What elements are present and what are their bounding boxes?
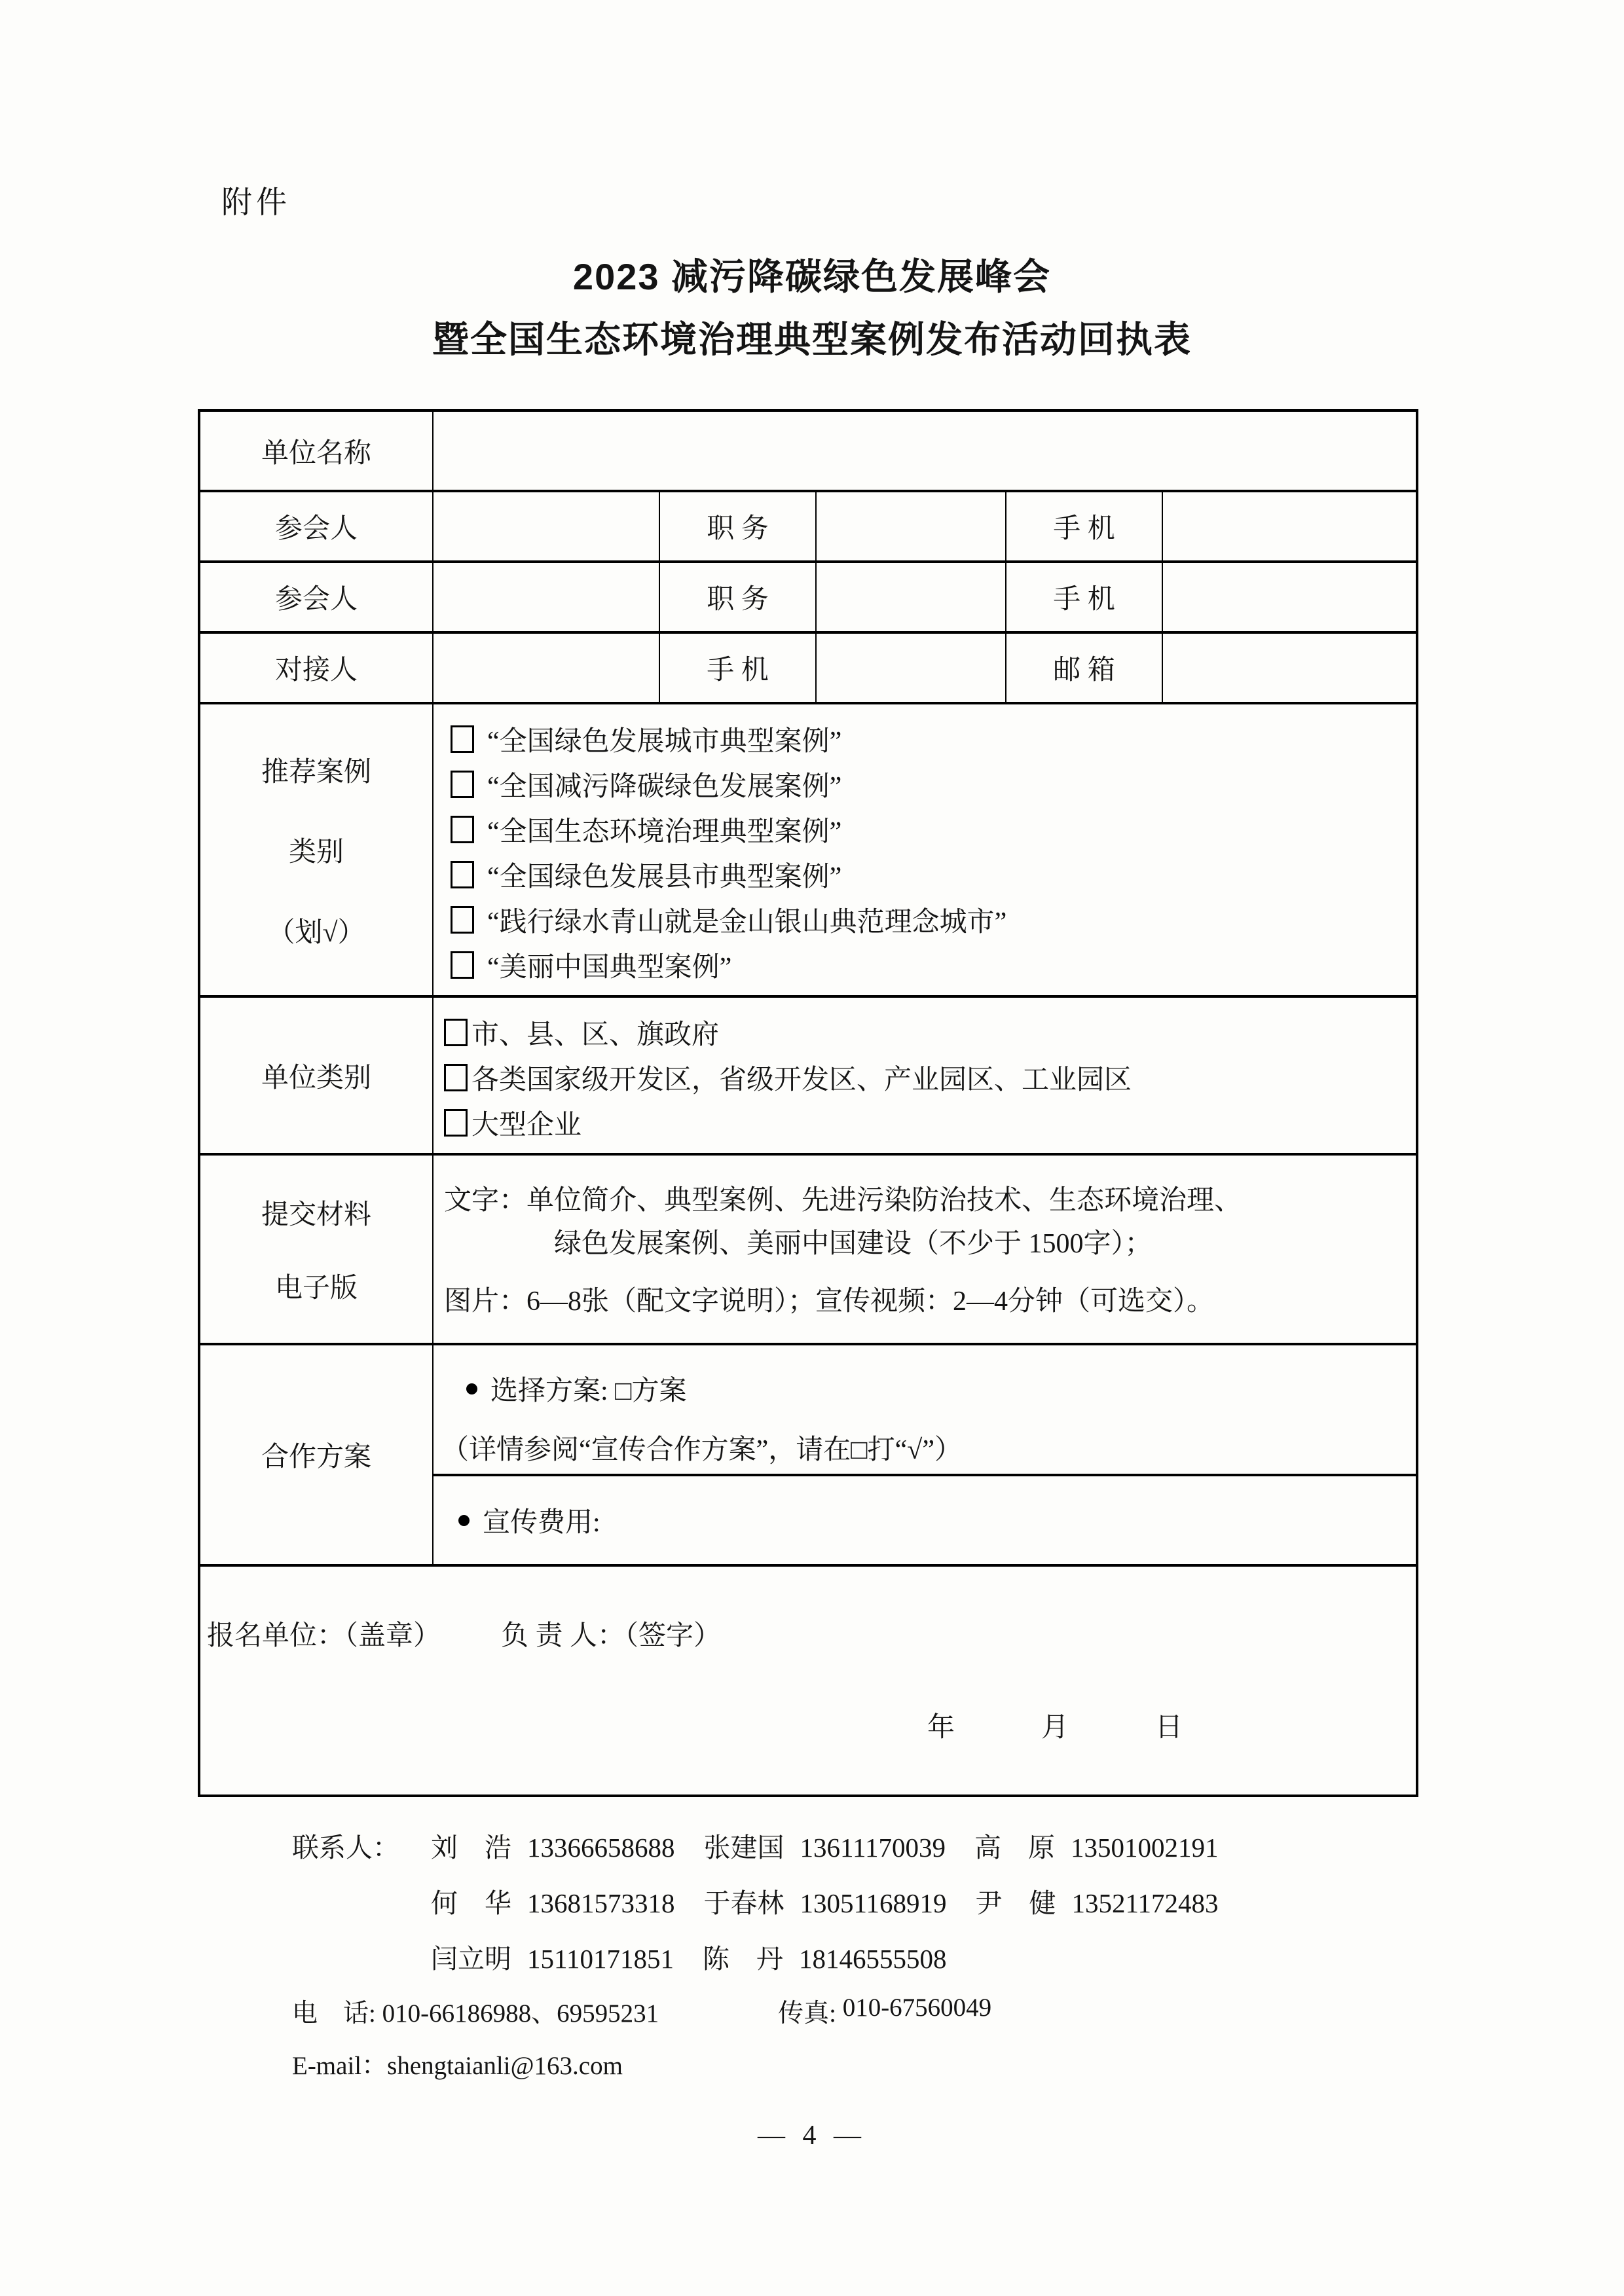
attendee2-duty-label: 职 务 xyxy=(659,562,816,632)
cooperation-choose-cell xyxy=(433,1344,1417,1475)
recommend-label-line1: 推荐案例 xyxy=(261,757,371,788)
contact-block xyxy=(292,1826,1624,2082)
date-year-label: 年 xyxy=(927,1713,955,1743)
materials-text-line1: 文字：单位简介、典型案例、先进污染防治技术、生态环境治理、 xyxy=(444,1186,1242,1216)
contact-name: 于春林 xyxy=(703,1888,784,1918)
contact-entry xyxy=(704,1826,946,1865)
checkbox-icon xyxy=(444,1109,468,1137)
liaison-name-input-cell xyxy=(433,632,659,703)
date-month-label: 月 xyxy=(1041,1713,1069,1743)
phone-value: 010-66186988、69595231 xyxy=(382,1999,659,2028)
attachment-label: 附件 xyxy=(221,186,291,220)
unit-type-option-label: 大型企业 xyxy=(471,1110,582,1140)
table-row xyxy=(199,562,1417,632)
email-value: shengtaianli@163.com xyxy=(387,2052,623,2080)
materials-label-cell xyxy=(199,1154,433,1344)
liaison-mobile-label: 手 机 xyxy=(659,632,816,703)
liaison-label: 对接人 xyxy=(199,632,433,703)
contact-row-2 xyxy=(292,1882,1624,1920)
email-label: E-mail： xyxy=(292,2052,388,2080)
materials-label-line1: 提交材料 xyxy=(261,1199,371,1230)
unit-type-option-label: 各类国家级开发区，省级开发区、产业园区、工业园区 xyxy=(471,1065,1132,1095)
bullet-icon xyxy=(466,1383,477,1394)
attendee1-duty-label: 职 务 xyxy=(659,491,816,562)
recommend-option xyxy=(451,807,1409,852)
phone-label: 电 话: xyxy=(292,1999,376,2028)
registration-form-table xyxy=(198,409,1418,1797)
document-title xyxy=(0,246,1624,371)
cooperation-choose-text: 选择方案: □方案 xyxy=(490,1376,687,1406)
recommend-label-line2: 类别 xyxy=(288,837,344,867)
materials-media-line: 图片：6—8张（配文字说明）；宣传视频：2—4分钟（可选交）。 xyxy=(444,1286,1215,1317)
recommend-label-line3: （划√） xyxy=(267,917,365,948)
signature-unit-label: 报名单位：（盖章） xyxy=(207,1621,441,1651)
contact-phone: 15110171851 xyxy=(527,1944,674,1974)
unit-type-option xyxy=(444,1100,1409,1145)
checkbox-icon xyxy=(451,861,474,888)
signature-cell xyxy=(199,1565,1417,1796)
contact-phone: 18146555508 xyxy=(798,1944,947,1974)
cooperation-fee-cell xyxy=(433,1475,1417,1565)
contact-entry xyxy=(974,1826,1219,1865)
checkbox-icon xyxy=(451,771,474,798)
recommend-option-label: “美丽中国典型案例” xyxy=(487,952,732,983)
cooperation-fee-text: 宣传费用: xyxy=(483,1508,600,1538)
liaison-mobile-input-cell xyxy=(816,632,1006,703)
unit-name-label: 单位名称 xyxy=(199,410,433,491)
cooperation-label: 合作方案 xyxy=(199,1344,433,1565)
date-day-label: 日 xyxy=(1155,1713,1183,1743)
checkbox-icon xyxy=(451,816,474,843)
recommend-option xyxy=(451,897,1409,942)
unit-name-input-cell xyxy=(433,410,1417,491)
signature-date-line xyxy=(927,1705,1416,1745)
unit-type-label: 单位类别 xyxy=(199,996,433,1154)
recommend-option-label: “践行绿水青山就是金山银山典范理念城市” xyxy=(487,907,1007,938)
contact-phone: 13681573318 xyxy=(527,1888,675,1918)
contact-entry xyxy=(975,1882,1218,1920)
contact-phone: 13366658688 xyxy=(527,1832,675,1863)
recommend-option-label: “全国生态环境治理典型案例” xyxy=(487,816,842,847)
recommend-option xyxy=(451,942,1409,987)
contact-entry xyxy=(704,1882,947,1920)
attendee2-duty-input-cell xyxy=(816,562,1006,632)
signature-person-label: 负 责 人：（签字） xyxy=(501,1621,722,1651)
unit-type-options-cell xyxy=(433,996,1417,1154)
attendee1-mobile-label: 手 机 xyxy=(1006,491,1162,562)
recommend-category-label-cell xyxy=(199,703,433,996)
table-row xyxy=(199,1344,1417,1475)
page-number: — 4 — xyxy=(758,2121,866,2151)
table-row xyxy=(199,632,1417,703)
materials-text-line2: 绿色发展案例、美丽中国建设（不少于 1500字）； xyxy=(554,1229,1153,1259)
contact-entry xyxy=(431,1937,674,1976)
contact-name: 陈 丹 xyxy=(702,1944,783,1974)
contact-name: 尹 健 xyxy=(975,1888,1056,1918)
recommend-option-label: “全国绿色发展县市典型案例” xyxy=(487,862,842,892)
table-row xyxy=(199,1565,1417,1796)
fax-label: 传真: xyxy=(778,1999,836,2028)
materials-content-cell xyxy=(433,1154,1417,1344)
checkbox-icon xyxy=(451,725,474,753)
attendee1-name-input-cell xyxy=(433,491,659,562)
cooperation-choose-line xyxy=(441,1369,1409,1408)
contact-entry xyxy=(703,1937,947,1976)
attendee2-name-input-cell xyxy=(433,562,659,632)
table-row xyxy=(199,1154,1417,1344)
contact-row-1 xyxy=(292,1826,1624,1865)
recommend-option-label: “全国减污降碳绿色发展案例” xyxy=(487,771,842,802)
contact-name: 张建国 xyxy=(703,1832,784,1863)
cooperation-note-line: （详情参阅“宣传合作方案”，请在□打“√”） xyxy=(441,1435,962,1465)
contact-phone: 13051168919 xyxy=(800,1888,947,1918)
liaison-email-label: 邮 箱 xyxy=(1006,632,1162,703)
fax-value: 010-67560049 xyxy=(842,1994,992,2022)
table-row xyxy=(199,703,1417,996)
signature-line xyxy=(207,1614,1416,1653)
table-row xyxy=(199,996,1417,1154)
table-row xyxy=(199,410,1417,491)
recommend-option xyxy=(451,852,1409,897)
contact-phone: 13521172483 xyxy=(1071,1888,1219,1918)
unit-type-option xyxy=(444,1055,1409,1100)
unit-type-option-label: 市、县、区、旗政府 xyxy=(471,1019,720,1050)
attendee2-label: 参会人 xyxy=(199,562,433,632)
recommend-option xyxy=(451,716,1409,761)
unit-type-option xyxy=(444,1010,1409,1055)
attendee2-mobile-input-cell xyxy=(1162,562,1417,632)
contact-name: 何 华 xyxy=(431,1888,511,1918)
checkbox-icon xyxy=(451,906,474,934)
table-row xyxy=(199,491,1417,562)
page-title-line2: 暨全国生态环境治理典型案例发布活动回执表 xyxy=(432,319,1192,360)
contact-phone: 13611170039 xyxy=(800,1832,946,1863)
liaison-email-input-cell xyxy=(1162,632,1417,703)
attendee2-mobile-label: 手 机 xyxy=(1006,562,1162,632)
phone-fax-gap xyxy=(659,1993,778,2030)
attendee1-duty-input-cell xyxy=(816,491,1006,562)
contact-phone: 13501002191 xyxy=(1070,1832,1219,1863)
checkbox-icon xyxy=(444,1019,468,1046)
bullet-icon xyxy=(458,1515,470,1526)
recommend-options-cell xyxy=(433,703,1417,996)
contact-entry xyxy=(431,1882,675,1920)
contact-name: 闫立明 xyxy=(431,1944,511,1974)
checkbox-icon xyxy=(451,951,474,979)
checkbox-icon xyxy=(444,1064,468,1091)
contact-name: 高 原 xyxy=(974,1832,1055,1863)
cooperation-fee-line xyxy=(434,1501,1416,1540)
contact-entry xyxy=(431,1826,675,1865)
contact-name: 刘 浩 xyxy=(431,1832,511,1863)
contacts-label: 联系人： xyxy=(292,1832,399,1863)
contact-row-3 xyxy=(292,1937,1624,1976)
attendee1-mobile-input-cell xyxy=(1162,491,1417,562)
recommend-option xyxy=(451,761,1409,807)
recommend-option-label: “全国绿色发展城市典型案例” xyxy=(487,726,842,757)
materials-label-line2: 电子版 xyxy=(274,1273,358,1304)
email-line xyxy=(292,2045,1624,2082)
phone-fax-line xyxy=(292,1993,1624,2030)
attendee1-label: 参会人 xyxy=(199,491,433,562)
page-title-line1: 2023 减污降碳绿色发展峰会 xyxy=(572,256,1052,297)
